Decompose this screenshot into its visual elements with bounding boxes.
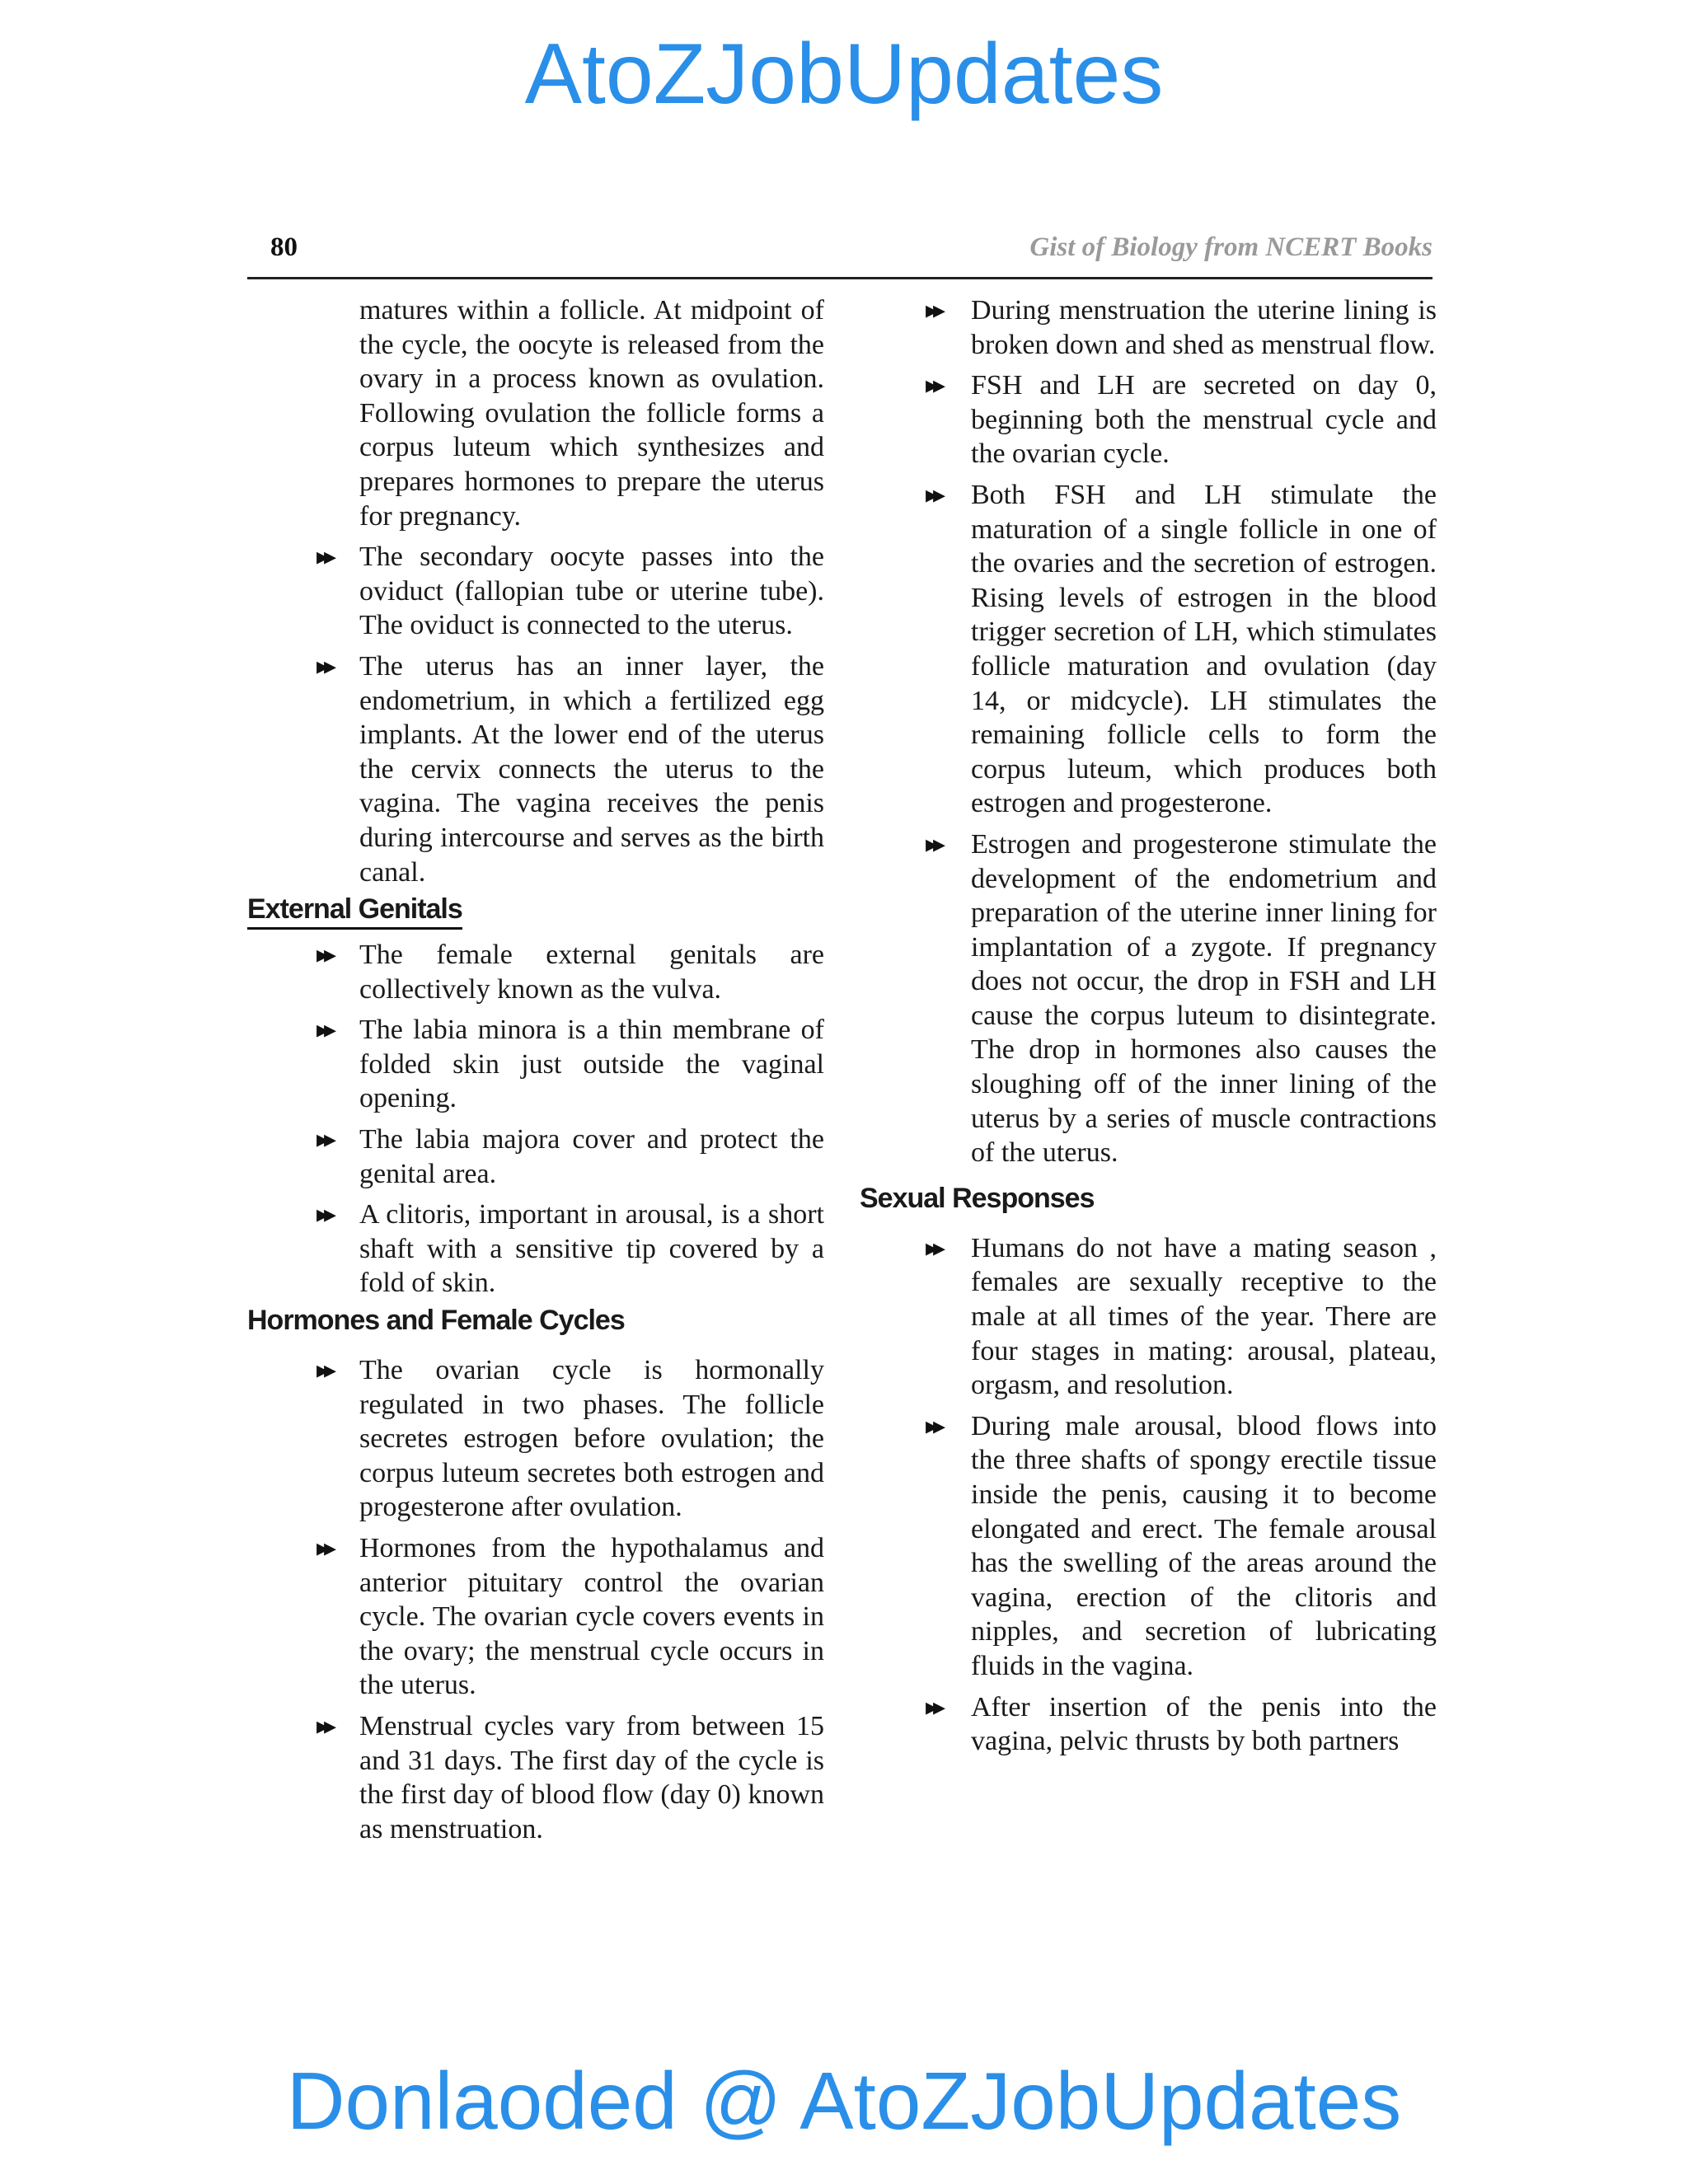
bullet-icon: ▸▸	[316, 940, 332, 970]
bullet-icon: ▸▸	[316, 542, 332, 572]
list-item	[860, 1690, 1437, 1759]
list-item-text: Humans do not have a mating season , females are sexually receptive to the male at all times of the year. There are four stages in mating: arousal, plateau, orgasm, and resolution.	[971, 1232, 1437, 1401]
heading-external-genitals: External Genitals	[247, 893, 462, 930]
list-item	[860, 478, 1437, 821]
list-item-text: Estrogen and progesterone stimulate the development of the endometrium and preparation of the uterine inner lining for implantation of a zygote. If pregnancy does not occur, the drop in FSH and LH cause the corpus luteum to disintegrate. The drop in hormones also causes the sloughing off of the inner lining of the uterus by a series of muscle contractions of the uterus.	[971, 828, 1437, 1169]
list-item-text: The female external genitals are collectively known as the vulva.	[359, 940, 824, 1005]
bullet-icon: ▸▸	[316, 1356, 332, 1385]
list-item	[247, 1197, 824, 1301]
bullet-icon: ▸▸	[316, 1200, 332, 1230]
list-item-text: Both FSH and LH stimulate the maturation of a single follicle in one of the ovaries and the secretion of estrogen. Rising levels of estrogen in the blood trigger secretion of LH, which stimulates follicle maturation and ovulation (day 14, or midcycle). LH stimulates the remaining follicle cells to form the corpus luteum, which produces both estrogen and progesterone.	[971, 479, 1437, 819]
list-item	[860, 293, 1437, 362]
header-rule	[247, 277, 1432, 279]
list-item	[860, 1231, 1437, 1403]
list-item	[860, 1409, 1437, 1684]
left-column	[247, 293, 824, 1846]
bullet-icon: ▸▸	[926, 1233, 941, 1263]
right-column	[860, 293, 1437, 1759]
list-item	[247, 1353, 824, 1525]
list-item	[247, 1013, 824, 1116]
list-item-text: The labia minora is a thin membrane of folded skin just outside the vaginal opening.	[359, 1015, 824, 1114]
bullet-icon: ▸▸	[926, 829, 941, 859]
watermark-top: AtoZJobUpdates	[524, 26, 1164, 122]
list-item	[860, 827, 1437, 1170]
list-item-text: During menstruation the uterine lining is broken down and shed as menstrual flow.	[971, 295, 1437, 360]
list-item-text: The ovarian cycle is hormonally regulated in two phases. The follicle secretes estrogen before ovulation; the corpus luteum secretes both estrogen and progesterone after ovulation.	[359, 1355, 824, 1523]
list-item-text: Menstrual cycles vary from between 15 and 31 days. The first day of the cycle is the first day of blood flow (day 0) known as menstruation.	[359, 1710, 824, 1844]
page-number: 80	[270, 232, 298, 262]
list-item-text: During male arousal, blood flows into the three shafts of spongy erectile tissue inside the penis, causing it to become elongated and erect. The female arousal has the swelling of the areas around the vagina, erection of the clitoris and nipples, and secretion of lubricating fluids in the vagina.	[971, 1410, 1437, 1681]
list-item-text: After insertion of the penis into the vagina, pelvic thrusts by both partners	[971, 1691, 1437, 1757]
running-title: Gist of Biology from NCERT Books	[1029, 232, 1432, 262]
list-item-text: The labia majora cover and protect the genital area.	[359, 1124, 824, 1189]
list-item-text: FSH and LH are secreted on day 0, beginning both the menstrual cycle and the ovarian cycle.	[971, 370, 1437, 470]
list-item	[247, 938, 824, 1006]
list-item	[247, 1122, 824, 1191]
bullet-icon: ▸▸	[316, 1125, 332, 1155]
page-header	[247, 232, 1432, 265]
bullet-icon: ▸▸	[926, 296, 941, 325]
continued-paragraph: matures within a follicle. At midpoint of the cycle, the oocyte is released from the ovary in a process known as ovulation. Following ovulation the follicle forms a corpus luteum which synthesizes and prepares hormones to prepare the uterus for pregnancy.	[359, 295, 824, 532]
bullet-icon: ▸▸	[316, 1015, 332, 1045]
list-item	[247, 540, 824, 643]
bullet-icon: ▸▸	[316, 1534, 332, 1563]
list-item	[860, 368, 1437, 471]
bullet-icon: ▸▸	[926, 1411, 941, 1441]
list-item-text: A clitoris, important in arousal, is a short shaft with a sensitive tip covered by a fold of skin.	[359, 1199, 824, 1299]
bullet-icon: ▸▸	[926, 371, 941, 401]
watermark-bottom: Donlaoded @ AtoZJobUpdates	[286, 2055, 1402, 2146]
list-item	[247, 1531, 824, 1703]
heading-sexual-responses: Sexual Responses	[860, 1182, 1095, 1214]
list-item-text: The uterus has an inner layer, the endometrium, in which a fertilized egg implants. At the lower end of the uterus the cervix connects the uterus to the vagina. The vagina receives the penis during intercourse and serves as the birth canal.	[359, 650, 824, 888]
list-item	[247, 649, 824, 889]
list-item-text: Hormones from the hypothalamus and anterior pituitary control the ovarian cycle. The ovarian cycle covers events in the ovary; the menstrual cycle occurs in the uterus.	[359, 1533, 824, 1701]
bullet-icon: ▸▸	[316, 651, 332, 681]
bullet-icon: ▸▸	[926, 1692, 941, 1722]
list-item	[247, 1709, 824, 1846]
bullet-icon: ▸▸	[926, 480, 941, 509]
heading-hormones-female-cycles: Hormones and Female Cycles	[247, 1305, 625, 1337]
list-item-text: The secondary oocyte passes into the oviduct (fallopian tube or uterine tube). The oviduct is connected to the uterus.	[359, 541, 824, 641]
bullet-icon: ▸▸	[316, 1711, 332, 1741]
